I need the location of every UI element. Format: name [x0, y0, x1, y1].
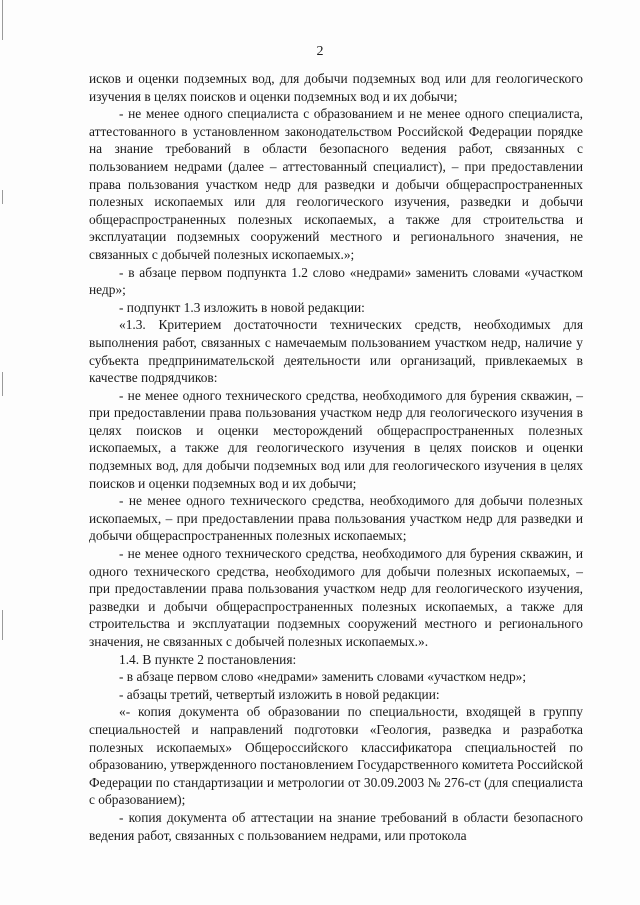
paragraph: исков и оценки подземных вод, для добычи подземных вод или для геологического изучения в целях поисков и оценки подземных вод и их добычи; [89, 71, 583, 104]
paragraph: - копия документа об аттестации на знание требований в области безопасного ведения работ, связанных с пользованием недрами, или протокола [89, 809, 583, 843]
paragraph: - не менее одного технического средства, необходимого для бурения скважин, – при предоставлении права пользования участком недр для геологического изучения в целях поисков и оценки месторождений общераспространенных полезных ископаемых, а также для геологического изучения в целях поисков и оценки подземных вод, для добычи подземных вод или для геологического изучения в целях поисков и оценки подземных вод и их добычи; [89, 387, 583, 491]
paragraph: «1.3. Критерием достаточности технических средств, необходимых для выполнения работ, связанных с намечаемым пользованием участком недр, наличие у субъекта предпринимательской деятельности или организаций, привлекаемых в качестве подрядчиков: [89, 317, 583, 386]
scan-edge-marks [0, 0, 8, 905]
document-body [89, 70, 583, 844]
paragraph: «- копия документа об образовании по специальности, входящей в группу специальностей и направлений подготовки «Геология, разведка и разработка полезных ископаемых» Общероссийского классификатора специальностей по образованию, утвержденного постановлением Государственного комитета Российской Федерации по стандартизации и метрологии от 30.09.2003 № 276-ст (для специалиста с образованием); [89, 704, 583, 808]
paragraph: - абзацы третий, четвертый изложить в новой редакции: [119, 686, 440, 702]
paragraph: - не менее одного специалиста с образованием и не менее одного специалиста, аттестованного в установленном законодательством Российской Федерации порядке на знание требований в области безопасного ведения работ, связанных с пользованием недрами (далее – аттестованный специалист), – при предоставлении права пользования участком недр для разведки и добычи общераспространенных полезных ископаемых или для геологического изучения, разведки и добычи общераспространенных полезных ископаемых, а также для строительства и эксплуатации подземных сооружений местного и регионального значения, не связанных с добычей полезных ископаемых.»; [89, 106, 583, 262]
paragraph: 1.4. В пункте 2 постановления: [119, 651, 297, 667]
page-number: 2 [316, 44, 324, 59]
paragraph: - подпункт 1.3 изложить в новой редакции: [119, 299, 365, 315]
paragraph: - в абзаце первом слово «недрами» заменить словами «участком недр»; [119, 669, 527, 685]
paragraph: - в абзаце первом подпункта 1.2 слово «недрами» заменить словами «участком недр»; [89, 264, 583, 298]
paragraph: - не менее одного технического средства, необходимого для добычи полезных ископаемых, – при предоставлении права пользования участком недр для разведки и добычи общераспространенных полезных ископаемых; [89, 493, 583, 544]
paragraph: - не менее одного технического средства, необходимого для бурения скважин, и одного технического средства, необходимого для добычи полезных ископаемых, – при предоставлении права пользования участком недр для геологического изучения, разведки и добычи общераспространенных полезных ископаемых, а также для строительства и эксплуатации подземных сооружений местного и регионального значения, не связанных с добычей полезных ископаемых.». [89, 546, 583, 649]
